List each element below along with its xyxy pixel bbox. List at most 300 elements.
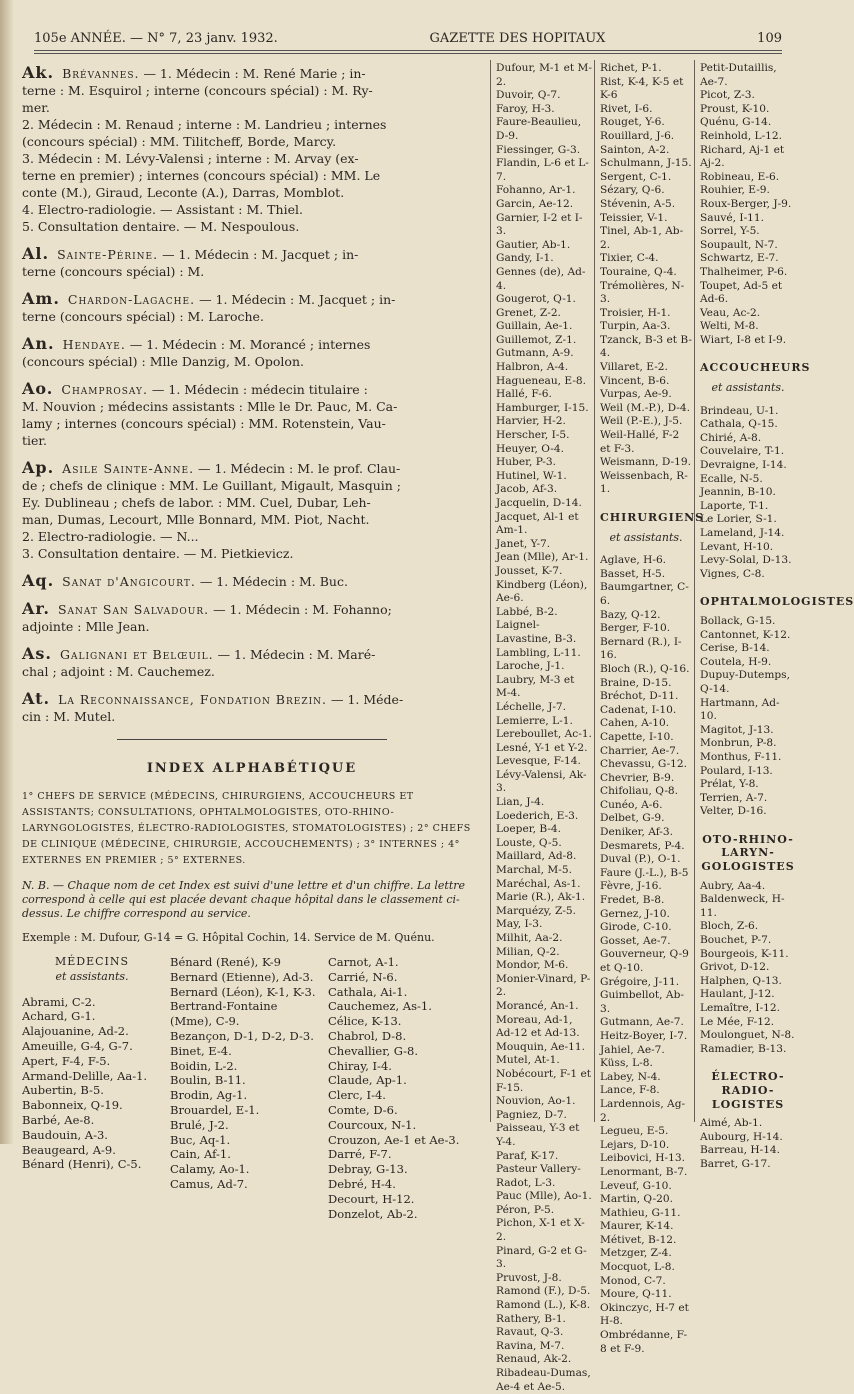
name-list [600,554,692,1356]
hospital-entry [22,690,482,725]
index-name-entry: Metzger, Z-4. [600,1247,672,1260]
entry-text-line: 2. Médecin : M. Renaud ; interne : M. Landrieu ; internes [22,117,387,132]
index-name-entry: Brindeau, U-1. [700,404,779,417]
index-name-entry: Cadenat, I-10. [600,703,677,716]
index-name-entry: Bloch (R.), Q-16. [600,662,690,675]
entry-text-line: — 1. Médecin : médecin titulaire : [151,382,368,397]
index-name-entry: Gouverneur, Q-9 et Q-10. [600,948,689,974]
index-name-entry: Chirié, A-8. [700,431,762,444]
hospital-name: Brévannes. [62,66,140,81]
index-name-entry: Gutmann, Ae-7. [600,1016,684,1029]
index-name-entry: Maillard, Ad-8. [496,850,577,863]
index-name-entry: Moulonguet, N-8. [700,1029,795,1042]
entry-text-line: terne : M. Esquirol ; interne (concours spécial) : M. Ry- [22,83,373,98]
index-name-entry: Alajouanine, Ad-2. [22,1024,129,1039]
index-name-entry: Maréchal, As-1. [496,877,581,890]
hospital-entry [22,380,482,449]
index-name-entry: Marchal, M-5. [496,864,572,877]
index-name-entry: Gernez, J-10. [600,907,670,920]
index-name-entry: Halphen, Q-13. [700,974,782,987]
index-name-entry: Gautier, Ab-1. [496,238,571,251]
index-name-entry: Ravina, M-7. [496,1339,565,1352]
index-name-entry: Leibovici, H-13. [600,1152,685,1165]
name-list [600,62,692,497]
entry-text-line: Ey. Dublineau ; chefs de labor. : MM. Cuel, Dubar, Leh- [22,495,371,510]
hospital-code: Aq. [22,571,55,590]
index-name-entry: Baldenweck, H-11. [700,893,785,919]
index-name-entry: Cauchemez, As-1. [328,999,432,1014]
index-name-entry: Labbé, B-2. [496,605,558,618]
hospital-listing [22,64,482,1221]
index-name-entry: Pauc (Mlle), Ao-1. [496,1190,592,1203]
hospital-code: As. [22,644,52,663]
index-name-entry: Ecalle, N-5. [700,472,763,485]
index-name-entry: Bénard (Henri), C-5. [22,1157,142,1172]
hospital-code: Al. [22,244,50,263]
index-name-entry: Morancé, An-1. [496,999,579,1012]
index-name-entry: Marquézy, Z-5. [496,904,577,917]
index-name-entry: Chevassu, G-12. [600,758,688,771]
chirurgiens-subheading: et assistants. [609,530,683,544]
entry-text-line: conte (M.), Giraud, Leconte (A.), Darras, Momblot. [22,185,345,200]
index-name-entry: Thalheimer, P-6. [700,265,788,278]
index-name-entry: Teissier, V-1. [600,211,668,224]
index-name-entry: Jahiel, Ae-7. [600,1043,665,1056]
column-rule [694,60,695,1122]
entry-text-line: de ; chefs de clinique : MM. Le Guillant, Migault, Masquin ; [22,478,401,493]
name-list [700,880,796,1057]
index-name-entry: Rouhier, E-9. [700,184,770,197]
entry-text-line: — 1. Médecin : M. Jacquet ; in- [199,292,396,307]
index-name-entry: Aglave, H-6. [600,554,667,567]
accoucheurs-heading: ACCOUCHEURS [700,361,811,375]
entry-text-line: (concours spécial) : Mlle Danzig, M. Opolon. [22,354,304,369]
index-name-entry: Bollack, G-15. [700,614,776,627]
index-intro: 1° CHEFS DE SERVICE (MÉDECINS, CHIRURGIENS, ACCOUCHEURS ET ASSISTANTS; CONSULTATIONS, OPHTALMOLOGISTES, OTO-RHINO-LARYNGOLOGISTES, ÉLECTRO-RADIOLOGISTES, STOMATOLOGISTES) ; 2° CHEFS DE CLINIQUE (MÉDECINE, CHIRURGIE, ACCOUCHEMENTS) ; 3° INTERNES ; 4° EXTERNES EN PREMIER ; 5° EXTERNES. [22,791,471,866]
index-note: N. B. — Chaque nom de cet Index est suivi d'une lettre et d'un chiffre. La lettre correspond à celle qui est placée devant chaque hôpital dans le classement ci-dessus. Le chiffre correspond au service. [22,879,466,920]
entry-text-line: — 1. Médecin : M. Morancé ; internes [129,337,371,352]
index-name-entry: Loederich, E-3. [496,809,579,822]
entry-text-line: 3. Consultation dentaire. — M. Pietkievicz. [22,546,294,561]
index-name-entry: Cahen, A-10. [600,717,670,730]
index-name-entry: Dufour, M-1 et M-2. [496,62,592,88]
index-name-entry: Lemaître, I-12. [700,1002,780,1014]
index-name-entry: Ribadeau-Dumas, Ae-4 et Ae-5. [496,1367,591,1393]
entry-text-line: lamy ; internes (concours spécial) : MM. Rotenstein, Vau- [22,416,386,431]
index-name-entry: Poulard, I-13. [700,764,773,777]
index-name-entry: Petit-Dutaillis, Ae-7. [700,62,777,88]
entry-text-line: mer. [22,100,50,115]
index-name-entry: Deniker, Af-3. [600,826,673,839]
accoucheurs-subheading: et assistants. [711,381,785,395]
hospital-entry [22,459,482,562]
index-name-entry: Charrier, Ae-7. [600,744,680,757]
hospital-name: Sainte-Périne. [57,247,159,262]
index-name-entry: Mondor, M-6. [496,959,569,972]
index-name-entry: Haulant, J-12. [700,988,775,1001]
index-name-entry: Jean (Mlle), Ar-1. [496,551,589,564]
index-name-entry: Nouvion, Ao-1. [496,1095,576,1108]
hospital-name: Chardon-Lagache. [67,292,196,307]
index-name-entry: Rathery, B-1. [496,1312,566,1325]
name-list [22,995,162,1173]
index-name-entry: Gosset, Ae-7. [600,934,671,947]
medecins-subheading: et assistants. [55,969,129,983]
index-name-entry: Darré, F-7. [328,1147,392,1162]
index-name-entry: Chevrier, B-9. [600,771,675,784]
hospital-entry [22,245,482,280]
index-name-entry: Nobécourt, F-1 et F-15. [496,1067,591,1094]
index-name-entry: Aubourg, H-14. [700,1130,783,1143]
index-name-entry: Sauvé, I-11. [700,211,764,224]
index-subcolumns [22,955,482,1221]
index-name-entry: Métivet, B-12. [600,1233,677,1246]
medecins-heading: MÉDECINS [54,955,130,968]
index-name-entry: Decourt, H-12. [328,1191,415,1206]
hospital-code: An. [22,334,55,353]
index-name-entry: Armand-Delille, Aa-1. [22,1068,148,1083]
index-name-entry: Laubry, M-3 et M-4. [496,673,575,700]
index-name-entry: Guimbellot, Ab-3. [600,989,684,1015]
index-name-entry: Marie (R.), Ak-1. [496,891,586,904]
index-name-entry: Jacquet, Al-1 et Am-1. [496,510,579,537]
index-name-entry: Carrié, N-6. [328,969,398,984]
entry-text-line: — 1. Médecin : M. Fohanno; [213,602,392,617]
index-name-entry: Jacquelin, D-14. [496,497,582,509]
index-name-entry: Tixier, C-4. [600,252,659,265]
index-name-entry: Guillemot, Z-1. [496,333,577,346]
hospital-entry [22,335,482,370]
index-name-entry: Lian, J-4. [496,796,545,809]
index-name-entry: Hutinel, W-1. [496,469,567,482]
index-name-entry: Rouget, Y-6. [600,116,665,129]
index-name-entry: Huber, P-3. [496,456,556,469]
index-name-entry: Vurpas, Ae-9. [600,388,672,401]
name-list [700,62,796,347]
index-name-entry: Moreau, Ad-1, Ad-12 et Ad-13. [496,1013,580,1040]
index-col-6 [700,62,854,1172]
index-name-entry: Janet, Y-7. [496,537,551,550]
index-name-entry: Sorrel, Y-5. [700,225,760,238]
index-name-entry: Renaud, Ak-2. [496,1353,572,1366]
index-name-entry: Louste, Q-5. [496,836,562,849]
journal-title: GAZETTE DES HOPITAUX [429,31,606,46]
index-name-entry: Ramadier, B-13. [700,1042,787,1055]
index-name-entry: Hartmann, Ad-10. [700,696,780,723]
index-name-entry: Barreau, H-14. [700,1144,781,1157]
index-name-entry: Flandin, L-6 et L-7. [496,157,589,183]
index-name-entry: Lemierre, L-1. [496,714,573,727]
index-name-entry: Veau, Ac-2. [700,306,761,319]
index-name-entry: Vignes, C-8. [700,567,765,580]
index-name-entry: Bezançon, D-1, D-2, D-3. [170,1028,314,1043]
index-name-entry: Brulé, J-2. [170,1117,229,1132]
index-name-entry: Monbrun, P-8. [700,737,777,750]
index-name-entry: Donzelot, Ab-2. [328,1206,418,1221]
index-name-entry: Grivot, D-12. [700,961,770,974]
index-name-entry: Célice, K-13. [328,1014,402,1029]
index-name-entry: Baumgartner, C-6. [600,581,689,607]
index-name-entry: Girode, C-10. [600,921,672,934]
index-col-4 [496,62,592,1394]
index-name-entry: Bertrand-Fontaine (Mme), C-9. [170,999,278,1029]
index-name-entry: Mathieu, G-11. [600,1206,681,1219]
index-name-entry: Soupault, N-7. [700,238,778,251]
index-name-entry: Pruvost, J-8. [496,1271,562,1284]
hospital-name: Asile Sainte-Anne. [62,461,195,476]
index-name-entry: Milhit, Aa-2. [496,932,563,944]
index-name-entry: Mouquin, Ae-11. [496,1040,585,1053]
entry-text-line: — 1. Médecin : M. le prof. Clau- [198,461,401,476]
index-name-entry: Barbé, Ae-8. [22,1112,95,1127]
index-name-entry: Le Lorier, S-1. [700,513,777,526]
index-name-entry: Herscher, I-5. [496,429,570,442]
index-name-entry: Chevallier, G-8. [328,1043,419,1058]
index-col-5 [600,62,705,1356]
index-name-entry: Clerc, I-4. [328,1088,386,1103]
index-name-entry: Martin, Q-20. [600,1193,673,1206]
index-name-entry: Achard, G-1. [22,1009,96,1024]
index-name-entry: Pinard, G-2 et G-3. [496,1244,587,1271]
entry-text-line: (concours spécial) : MM. Tilitcheff, Borde, Marcy. [22,134,337,149]
index-name-entry: Gandy, I-1. [496,252,554,265]
index-example: Exemple : M. Dufour, G-14 = G. Hôpital Cochin, 14. Service de M. Quénu. [22,931,435,944]
index-name-entry: Lesné, Y-1 et Y-2. [496,741,588,754]
hospital-entries [22,64,482,725]
index-name-entry: Boidin, L-2. [170,1058,238,1073]
name-list [496,62,592,1394]
entry-text-line: — 1. Médecin : M. Maré- [217,647,376,662]
ophtalmologistes-heading: OPHTALMOLOGISTES [700,595,854,609]
index-name-entry: Legueu, E-5. [600,1125,669,1138]
index-name-entry: Delbet, G-9. [600,812,665,825]
index-name-entry: Faure-Beaulieu, D-9. [496,116,582,142]
index-name-entry: Lejars, D-10. [600,1138,670,1151]
index-name-entry: Pagniez, D-7. [496,1108,567,1121]
hospital-code: Ar. [22,599,50,618]
index-name-entry: Weismann, D-19. [600,456,691,469]
index-name-entry: Ombrédanne, F-8 et F-9. [600,1329,688,1355]
index-name-entry: Heuyer, O-4. [496,442,564,455]
index-name-entry: Cantonnet, K-12. [700,628,791,641]
name-list [328,955,478,1221]
index-name-entry: Gennes (de), Ad-4. [496,265,586,292]
index-name-entry: Levesque, F-14. [496,755,581,768]
index-name-entry: Couvelaire, T-1. [700,445,785,458]
index-name-entry: Grenet, Z-2. [496,306,561,319]
hospital-entry [22,645,482,680]
index-name-entry: Bloch, Z-6. [700,920,759,933]
index-name-entry: Sergent, C-1. [600,170,672,183]
index-name-entry: Calamy, Ao-1. [170,1162,250,1177]
index-name-entry: Laroche, J-1. [496,660,565,673]
index-name-entry: Toupet, Ad-5 et Ad-6. [700,279,783,306]
column-rule [490,60,491,1122]
index-name-entry: Monthus, F-11. [700,750,782,763]
index-name-entry: Lance, F-8. [600,1084,660,1097]
index-name-entry: Proust, K-10. [700,102,770,115]
index-name-entry: Rouillard, J-6. [600,129,675,142]
index-name-entry: Touraine, Q-4. [600,265,677,278]
index-name-entry: Villaret, E-2. [600,361,668,374]
index-name-entry: Aimé, Ab-1. [700,1117,763,1130]
index-name-entry: Leveuf, G-10. [600,1179,672,1192]
index-name-entry: Reinhold, L-12. [700,129,783,142]
index-name-entry: Weil-Hallé, F-2 et F-3. [600,429,680,455]
index-name-entry: Ravaut, Q-3. [496,1326,564,1339]
index-name-entry: Ramond (F.), D-5. [496,1285,591,1298]
index-name-entry: Wiart, I-8 et I-9. [700,333,787,346]
index-name-entry: Bazy, Q-12. [600,608,661,621]
name-list [700,405,796,582]
index-name-entry: Claude, Ap-1. [328,1073,407,1088]
index-name-entry: Robineau, E-6. [700,170,780,183]
entry-text-line: M. Nouvion ; médecins assistants : Mlle le Dr. Pauc, M. Ca- [22,399,398,414]
index-name-entry: Duval (P.), O-1. [600,853,681,866]
index-name-entry: Halbron, A-4. [496,361,569,374]
index-name-entry: Pasteur Vallery-Radot, L-3. [496,1163,581,1189]
entry-text-line: 2. Electro-radiologie. — N... [22,529,199,544]
index-name-entry: Barret, G-17. [700,1157,771,1170]
entry-text-line: 4. Electro-radiologie. — Assistant : M. Thiel. [22,202,303,217]
index-name-entry: Jeannin, B-10. [700,486,776,499]
index-name-entry: Cathala, Ai-1. [328,984,408,999]
index-name-entry: Carnot, A-1. [328,955,399,969]
index-name-entry: Babonneix, Q-19. [22,1098,123,1113]
index-col-1 [22,955,162,1221]
index-name-entry: Chiray, I-4. [328,1058,392,1073]
index-name-entry: Rist, K-4, K-5 et K-6 [600,75,684,102]
index-name-entry: Hamburger, I-15. [496,401,589,414]
index-name-entry: Fredet, B-8. [600,894,665,907]
entry-text-line: — 1. Médecin : M. Buc. [199,574,348,589]
hospital-code: At. [22,689,51,708]
index-name-entry: Desmarets, P-4. [600,839,685,852]
index-name-entry: Cerise, B-14. [700,642,770,655]
index-name-entry: Loeper, B-4. [496,823,562,836]
entry-text-line: — 1. Médecin : M. René Marie ; in- [143,66,366,81]
index-name-entry: Monod, C-7. [600,1274,666,1287]
index-name-entry: Weissenbach, R-1. [600,469,688,496]
index-name-entry: Péron, P-5. [496,1203,555,1216]
index-name-entry: Gutmann, A-9. [496,347,574,360]
hospital-entry [22,600,482,635]
index-name-entry: Bernard (Léon), K-1, K-3. [170,984,316,999]
index-name-entry: Chifoliau, Q-8. [600,785,679,798]
entry-text-line: terne (concours spécial) : M. [22,264,205,279]
index-name-entry: Terrien, A-7. [700,791,768,804]
entry-text-line: 3. Médecin : M. Lévy-Valensi ; interne : M. Arvay (ex- [22,151,359,166]
index-name-entry: Lereboullet, Ac-1. [496,728,592,741]
index-name-entry: Stévenin, A-5. [600,197,676,210]
index-name-entry: Heitz-Boyer, I-7. [600,1029,688,1042]
index-name-entry: Fiessinger, G-3. [496,143,581,156]
index-name-entry: Cunéo, A-6. [600,798,663,811]
name-list [700,615,796,819]
entry-text-line: terne en premier) ; internes (concours spécial) : MM. Le [22,168,381,183]
index-name-entry: Welti, M-8. [700,320,759,333]
entry-text-line: — 1. Méde- [330,692,404,707]
index-name-entry: Cathala, Q-15. [700,418,778,431]
index-name-entry: Weil (P.-E.), J-5. [600,415,683,428]
index-name-entry: Le Mée, F-12. [700,1015,775,1028]
running-header [34,20,782,46]
index-name-entry: Troisier, H-1. [600,306,671,319]
section-divider [117,739,387,740]
hospital-name: Sanat San Salvadour. [57,602,210,617]
header-rule [34,50,782,54]
index-name-entry: Aubry, Aa-4. [700,879,766,892]
index-name-entry: Mutel, At-1. [496,1054,560,1067]
index-name-entry: Okinczyc, H-7 et H-8. [600,1301,689,1328]
index-col-3 [328,955,478,1221]
index-name-entry: Basset, H-5. [600,567,666,580]
index-name-entry: Beaugeard, A-9. [22,1142,116,1157]
index-name-entry: Schulmann, J-15. [600,157,692,170]
index-col-2 [170,955,320,1221]
index-name-entry: Apert, F-4, F-5. [22,1053,111,1068]
index-name-entry: Kindberg (Léon), Ae-6. [496,578,588,605]
index-name-entry: Paraf, K-17. [496,1149,559,1162]
index-name-entry: Ameuille, G-4, G-7. [22,1038,133,1053]
index-name-entry: Lenormant, B-7. [600,1165,688,1178]
index-name-entry: Lameland, J-14. [700,527,785,539]
name-list [170,955,320,1192]
index-name-entry: Fèvre, J-16. [600,880,662,893]
hospital-code: Ao. [22,379,54,398]
index-name-entry: Milian, Q-2. [496,945,560,958]
index-name-entry: Faroy, H-3. [496,102,555,115]
index-name-entry: May, I-3. [496,918,543,931]
index-name-entry: Tzanck, B-3 et B-4. [600,333,692,360]
index-name-entry: Roux-Berger, J-9. [700,197,792,210]
index-name-entry: Laporte, T-1. [700,499,769,512]
hospital-name: La Reconnaissance, Fondation Brezin. [58,692,327,707]
index-name-entry: Quénu, G-14. [700,116,772,129]
index-name-entry: Rivet, I-6. [600,102,653,115]
index-name-entry: Camus, Ad-7. [170,1176,248,1191]
index-name-entry: Duvoir, Q-7. [496,89,561,102]
index-name-entry: Mocquot, L-8. [600,1261,675,1274]
entry-text-line: — 1. Médecin : M. Jacquet ; in- [162,247,359,262]
index-name-entry: Sainton, A-2. [600,143,670,156]
index-name-entry: Trémolières, N-3. [600,279,685,306]
issue-line: 105e ANNÉE. — N° 7, 23 janv. 1932. [34,31,278,46]
entry-text-line: tier. [22,433,47,448]
index-name-entry: Pichon, X-1 et X-2. [496,1217,585,1244]
index-name-entry: Debray, G-13. [328,1162,408,1177]
page-edge-shadow [0,0,14,1144]
name-list [700,1117,796,1171]
page-number: 109 [757,31,782,46]
index-name-entry: Bréchot, D-11. [600,690,679,703]
index-name-entry: Laignel-Lavastine, B-3. [496,619,577,645]
index-name-entry: Braine, D-15. [600,676,672,689]
oto-rhino-heading: OTO-RHINO-LARYN-GOLOGISTES [701,832,795,874]
index-name-entry: Aubertin, B-5. [22,1083,104,1098]
index-name-entry: Gougerot, Q-1. [496,293,576,306]
entry-text-line: 5. Consultation dentaire. — M. Nespoulous. [22,219,300,234]
index-name-entry: Tinel, Ab-1, Ab-2. [600,225,684,251]
index-name-entry: Levy-Solal, D-13. [700,554,792,567]
index-name-entry: Courcoux, N-1. [328,1117,417,1132]
index-name-entry: Abrami, C-2. [22,994,96,1009]
index-name-entry: Velter, D-16. [700,805,767,818]
index-name-entry: Picot, Z-3. [700,89,755,102]
index-name-entry: Chabrol, D-8. [328,1028,407,1043]
index-name-entry: Schwartz, E-7. [700,252,779,265]
index-name-entry: Cain, Af-1. [170,1147,231,1162]
